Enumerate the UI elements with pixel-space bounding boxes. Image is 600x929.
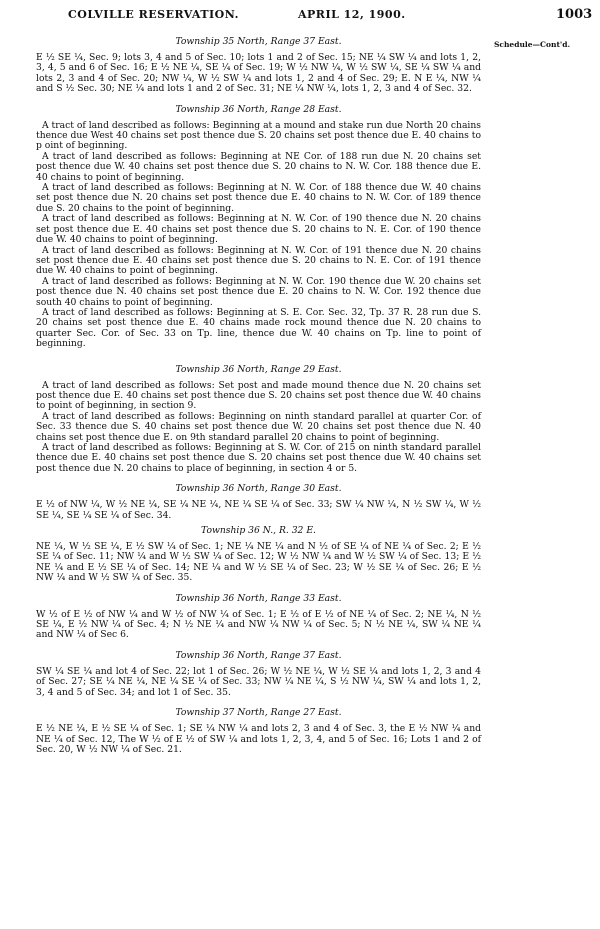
section-t36n-r32e: [36, 525, 481, 584]
paragraph: E ½ SE ¼, Sec. 9; lots 3, 4 and 5 of Sec. 10; lots 1 and 2 of Sec. 15; NE ¼ SW ¼ and lots 1, 2, 3, 4, 5 and 6 of Sec. 16; E ½ NE ¼, SE ¼ of Sec. 19; W ½ NW ¼, W ½ SW ¼, SE ¼ SW ¼ and lots 2, 3 and 4 of Sec. 20; NW ¼, W ½ SW ¼ and lots 1, 2 and 4 of Sec. 29; E. N E ¼, NW ¼ and S ½ Sec. 30; NE ¼ and lots 1 and 2 of Sec. 31; NE ¼ NW ¼, lots 1, 2, 3 and 4 of Sec. 32.: [36, 52, 481, 95]
paragraph: A tract of land described as follows: Beginning at NE Cor. of 188 run due N. 20 chains set post thence due W. 40 chains set post thence due S. 20 chains to N. W. Cor. 188 thence due E. 40 chains to point of beginning.: [36, 150, 481, 183]
section-t36n-r30e: [36, 483, 481, 521]
paragraph: A tract of land described as follows: Beginning at N. W. Cor. of 190 thence due N. 20 chains set post thence due E. 40 chains set post thence due S. 20 chains to N. E. Cor. of 190 thence due W. 40 chains to point of beginning.: [36, 213, 481, 246]
section-t36n-r29e: [36, 364, 481, 475]
body-column: [36, 36, 481, 755]
section-heading: Township 37 North, Range 27 East.: [175, 707, 342, 719]
margin-note: Schedule—Cont'd.: [494, 40, 571, 49]
paragraph: NE ¼, W ½ SE ¼, E ½ SW ¼ of Sec. 1; NE ¼ NE ¼ and N ½ of SE ¼ of NE ¼ of Sec. 2; E ½ SE ¼ of Sec. 11; NW ¼ and W ½ SW ¼ of Sec. 12; W ½ NW ¼ and W ½ SW ¼ of Sec. 13; E ½ NE ¼ and E ½ SE ¼ of Sec. 14; NE ¼ and W ½ SE ¼ of Sec. 23; W ½ SE ¼ of Sec. 26; E ½ NW ¼ and W ½ SW ¼ of Sec. 35.: [36, 541, 481, 584]
section-heading: Township 36 North, Range 37 East.: [175, 649, 342, 661]
section-t35n-r37e: [36, 36, 481, 95]
section-heading: Township 36 North, Range 30 East.: [175, 483, 342, 495]
header-title: COLVILLE RESERVATION.: [68, 8, 239, 21]
paragraph: A tract of land described as follows: Beginning at N. W. Cor. of 188 thence due W. 40 chains set post thence due N. 20 chains set post thence due E. 40 chains to N. W. Cor. of 189 thence due S. 20 chains to the point of beginning.: [36, 182, 481, 214]
paragraph: E ½ NE ¼, E ½ SE ¼ of Sec. 1; SE ¼ NW ¼ and lots 2, 3 and 4 of Sec. 3, the E ½ NW ¼ and NE ¼ of Sec. 12, The W ½ of E ½ of SW ¼ and lots 1, 2, 3, 4, and 5 of Sec. 16; Lots 1 and 2 of Sec. 20, W ½ NW ¼ of Sec. 21.: [36, 723, 481, 755]
paragraph: A tract of land described as follows: Beginning at S. W. Cor. of 215 on ninth standard parallel thence due E. 40 chains set post thence due S. 20 chains set post thence due W. 40 chains set post thence due N. 20 chains to place of beginning, in section 4 or 5.: [36, 442, 481, 474]
section-heading: Township 35 North, Range 37 East.: [175, 36, 342, 47]
section-t36n-r28e: [36, 104, 481, 350]
section-heading: Township 36 North, Range 28 East.: [175, 103, 342, 115]
header-date: APRIL 12, 1900.: [298, 8, 406, 21]
page-number: 1003: [556, 7, 593, 22]
paragraph: A tract of land described as follows: Set post and made mound thence due N. 20 chains set post thence due E. 40 chains set post thence due S. 20 chains set post thence due W. 40 chains to point of beginning, in section 9.: [36, 379, 481, 412]
running-header: [0, 8, 600, 26]
paragraph: SW ¼ SE ¼ and lot 4 of Sec. 22; lot 1 of Sec. 26; W ½ NE ¼, W ½ SE ¼ and lots 1, 2, 3 and 4 of Sec. 27; SE ¼ NE ¼, NE ¼ SE ¼ of Sec. 33; NW ¼ NE ¼, S ½ NW ¼, SW ¼ and lots 1, 2, 3, 4 and 5 of Sec. 34; and lot 1 of Sec. 35.: [36, 665, 481, 698]
section-heading: Township 36 N., R. 32 E.: [201, 525, 316, 537]
section-heading: Township 36 North, Range 33 East.: [175, 592, 342, 604]
paragraph: A tract of land described as follows: Beginning at N. W. Cor. of 191 thence due N. 20 chains set post thence due E. 40 chains set post thence due S. 20 chains to N. E. Cor. of 191 thence due W. 40 chains to point of beginning.: [36, 244, 481, 277]
paragraph: A tract of land described as follows: Beginning on ninth standard parallel at quarter Cor. of Sec. 33 thence due S. 40 chains set post thence due W. 20 chains set post thence due N. 40 chains set post thence due E. on 9th standard parallel 20 chains to point of beginning.: [36, 410, 481, 443]
paragraph: W ½ of E ½ of NW ¼ and W ½ of NW ¼ of Sec. 1; E ½ of E ½ of NE ¼ of Sec. 2; NE ¼, N ½ SE ¼, E ½ NW ¼ of Sec. 4; N ½ NE ¼ and NW ¼ NW ¼ of Sec. 5; N ½ NE ¼, SW ¼ NE ¼ and NW ¼ of Sec 6.: [36, 608, 481, 641]
section-t36n-r37e: [36, 650, 481, 698]
paragraph: A tract of land described as follows: Beginning at a mound and stake run due North 20 chains thence due West 40 chains set post thence due S. 20 chains set post thence due E. 40 chains to p oint of beginning.: [36, 119, 481, 152]
section-t36n-r33e: [36, 593, 481, 641]
paragraph: E ½ of NW ¼, W ½ NE ¼, SE ¼ NE ¼, NE ¼ SE ¼ of Sec. 33; SW ¼ NW ¼, N ½ SW ¼, W ½ SE ¼, SE ¼ SE ¼ of Sec. 34.: [36, 499, 481, 521]
paragraph: A tract of land described as follows: Beginning at S. E. Cor. Sec. 32, Tp. 37 R. 28 run due S. 20 chains set post thence due E. 40 chains made rock mound thence due N. 20 chains to quarter Sec. Cor. of Sec. 33 on Tp. line, thence due W. 40 chains on Tp. line to point of beginning.: [36, 306, 481, 350]
section-t37n-r27e: [36, 707, 481, 755]
paragraph: A tract of land described as follows: Beginning at N. W. Cor. 190 thence due W. 20 chains set post thence due N. 40 chains set post thence due E. 20 chains to N. W. Cor. 192 thence due south 40 chains to point of beginning.: [36, 275, 481, 308]
section-heading: Township 36 North, Range 29 East.: [175, 363, 342, 375]
